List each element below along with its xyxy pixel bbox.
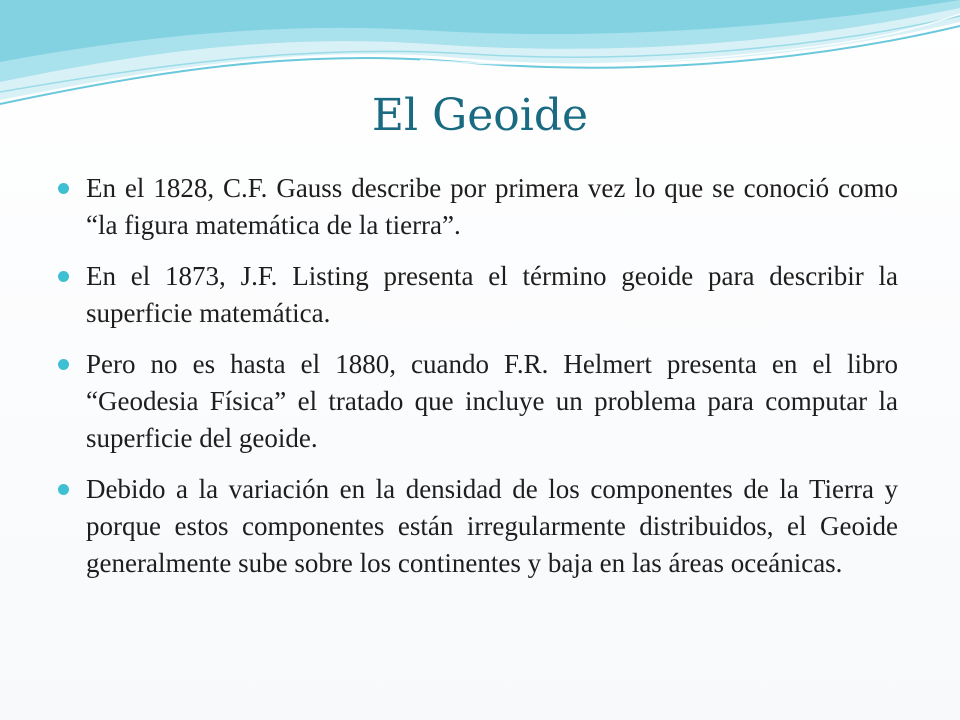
bullet-item-4 [56, 471, 898, 582]
bullet-text: Pero no es hasta el 1880, cuando F.R. Helmert presenta en el libro “Geodesia Física” el tratado que incluye un problema para computar la superficie del geoide. [86, 349, 898, 453]
bullet-dot-icon [58, 359, 69, 370]
bullet-item-1 [56, 170, 898, 244]
slide-title: El Geoide [371, 90, 589, 141]
bullet-dot-icon [58, 484, 69, 495]
bullet-dot-icon [58, 183, 69, 194]
bullet-list [56, 170, 898, 596]
bullet-dot-icon [58, 271, 69, 282]
bullet-item-2 [56, 258, 898, 332]
bullet-item-3 [56, 346, 898, 457]
bullet-text: En el 1828, C.F. Gauss describe por primera vez lo que se conoció como “la figura matemática de la tierra”. [86, 173, 898, 240]
bullet-text: Debido a la variación en la densidad de los componentes de la Tierra y porque estos componentes están irregularmente distribuidos, el Geoide generalmente sube sobre los continentes y baja en las áreas oceánicas. [86, 474, 898, 578]
bullet-text: En el 1873, J.F. Listing presenta el término geoide para describir la superficie matemática. [86, 261, 898, 328]
